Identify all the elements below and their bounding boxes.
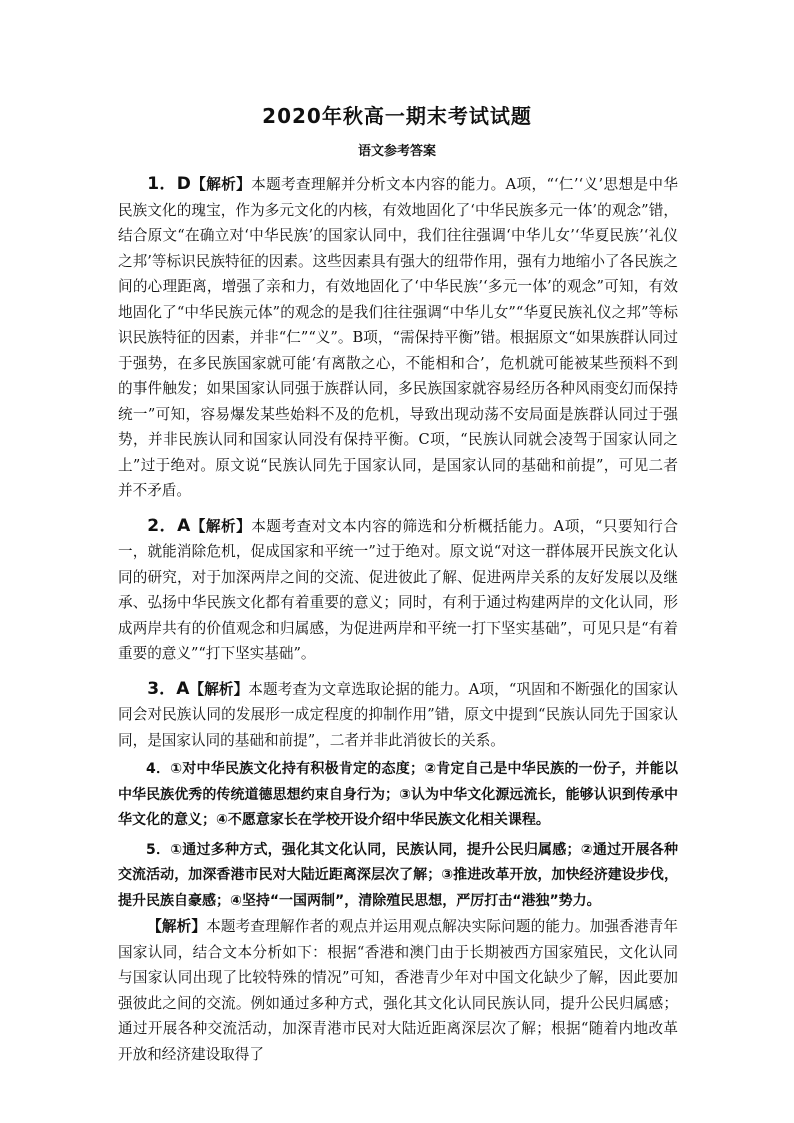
q5-analysis-text: 本题考查理解作者的观点并运用观点解决实际问题的能力。加强香港青年国家认同，结合文本分析如下：根据“香港和澳门由于长期被西方国家殖民，文化认同与国家认同出现了比较特殊的情况”可知，香港青少年对中国文化缺少了解，因此要加强彼此之间的交流。例如通过多种方式，强化其文化认同民族认同，提升公民归属感；通过开展各种交流活动，加深青港市民对大陆近距离深层次了解；根据“随着内地改革开放和经济建设取得了 — [118, 918, 678, 1063]
q1-number: 1．D — [147, 174, 191, 194]
q3-text: 本题考查为文章选取论据的能力。A项，“巩固和不断强化的国家认同会对民族认同的发展形一成定程度的抑制作用”错，原文中提到“民族认同先于国家认同，是国家认同的基础和前提”，二者并非此消彼长的关系。 — [118, 680, 678, 749]
answer-q3 — [118, 677, 678, 754]
page-title: 2020年秋高一期末考试试题 — [262, 104, 532, 128]
q1-text: 本题考查理解并分析文本内容的能力。A项，“‘仁’‘义’思想是中华民族文化的瑰宝，作为多元文化的内核，有效地固化了‘中华民族多元一体’的观念”错，结合原文“在确立对‘中华民族’的国家认同中，我们往往强调‘中华儿女’‘华夏民族’‘礼仪之邦’等标识民族特征的因素。这些因素具有强大的纽带作用，强有力地缩小了各民族之间的心理距离，增强了亲和力，有效地固化了‘中华民族’‘多元一体’的观念”可知，有效地固化了“中华民族元体”的观念的是我们往往强调“中华儿女”“华夏民族礼仪之邦”等标识民族特征的因素，并非“仁”“义”。B项，“需保持平衡”错。根据原文“如果族群认同过于强势，在多民族国家就可能‘有离散之心，不能相和合’，危机就可能被某些预料不到的事件触发；如果国家认同强于族群认同，多民族国家就容易经历各种风雨变幻而保持统一”可知，容易爆发某些始料不及的危机，导致出现动荡不安局面是族群认同过于强势，并非民族认同和国家认同没有保持平衡。C项，“民族认同就会凌驾于国家认同之上”过于绝对。原文说“民族认同先于国家认同，是国家认同的基础和前提”，可见二者并不矛盾。 — [118, 176, 678, 499]
page-subtitle: 语文参考答案 — [357, 144, 436, 159]
answer-q1 — [118, 172, 678, 504]
q3-tag: 【解析】 — [189, 680, 249, 698]
answer-body — [118, 172, 678, 1067]
q5-tag: 【解析】 — [147, 918, 207, 935]
q3-number: 3．A — [147, 678, 190, 699]
answer-q5-analysis — [118, 914, 678, 1067]
answer-q5: 5．①通过多种方式，强化其文化认同，民族认同，提升公民归属感；②通过开展各种交流活动，加深香港市民对大陆近距离深层次了解；③推进改革开放，加快经济建设步伐，提升民族自豪感；④坚持“一国两制”，清除殖民思想，严厉打击“港独”势力。 — [118, 841, 678, 909]
q2-text: 本题考查对文本内容的筛选和分析概括能力。A项，“只要知行合一，就能消除危机，促成国家和平统一”过于绝对。原文说“对这一群体展开民族文化认同的研究，对于加深两岸之间的交流、促进彼此了解、促进两岸关系的友好发展以及继承、弘扬中华民族文化都有着重要的意义；同时，有利于通过构建两岸的文化认同，形成两岸共有的价值观念和归属感，为促进两岸和平统一打下坚实基础”，可见只是“有着重要的意义”“打下坚实基础”。 — [118, 517, 678, 662]
q2-number: 2．A — [147, 515, 191, 536]
q1-tag: 【解析】 — [190, 176, 252, 193]
q2-tag: 【解析】 — [190, 517, 252, 535]
answer-q2 — [118, 514, 678, 667]
answer-q4: 4．①对中华民族文化持有积极肯定的态度；②肯定自己是中华民族的一份子，并能以中华民族优秀的传统道德思想约束自身行为；③认为中华文化源远流长，能够认识到传承中华文化的意义；④不愿意家长在学校开设介绍中华民族文化相关课程。 — [118, 761, 678, 828]
